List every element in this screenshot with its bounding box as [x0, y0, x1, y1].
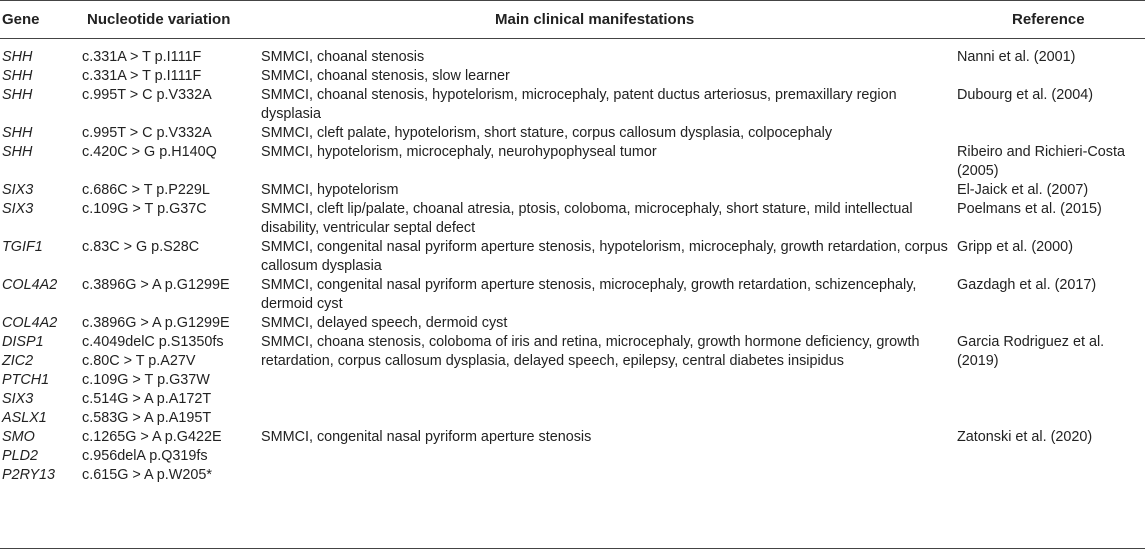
gene-cell: SHH	[2, 144, 33, 160]
gene-cell: SHH	[2, 87, 33, 103]
reference-cell: Gazdagh et al. (2017)	[957, 277, 1097, 293]
table-row	[0, 276, 1145, 314]
gene-cell: SIX3	[2, 391, 34, 407]
reference-cell: Garcia Rodriguez et al. (2019)	[957, 334, 1105, 369]
gene-cell: SIX3	[2, 201, 34, 217]
manifestations-cell: SMMCI, congenital nasal pyriform aperture stenosis	[261, 429, 592, 445]
manifestations-cell: SMMCI, cleft lip/palate, choanal atresia, ptosis, coloboma, microcephaly, short stature, mild intellectual disability, ventricular septal defect	[261, 201, 913, 236]
bottom-rule	[0, 548, 1145, 549]
manifestations-cell: SMMCI, choanal stenosis	[261, 49, 425, 65]
reference-cell: Zatonski et al. (2020)	[957, 429, 1093, 445]
table-row	[0, 86, 1145, 124]
header-rule	[0, 38, 1145, 39]
table-row	[0, 466, 1145, 485]
nucleotide-cell: c.331A > T p.I111F	[82, 49, 202, 65]
nucleotide-cell: c.3896G > A p.G1299E	[82, 277, 230, 293]
table-body	[0, 48, 1145, 485]
nucleotide-cell: c.3896G > A p.G1299E	[82, 315, 230, 331]
gene-cell: ZIC2	[2, 353, 34, 369]
gene-cell: SHH	[2, 68, 33, 84]
manifestations-cell: SMMCI, congenital nasal pyriform aperture stenosis, hypotelorism, microcephaly, growth retardation, corpus callosum dysplasia	[261, 239, 948, 274]
table-row	[0, 352, 1145, 371]
reference-cell: Dubourg et al. (2004)	[957, 87, 1093, 103]
table-row	[0, 181, 1145, 200]
manifestations-cell: SMMCI, choana stenosis, coloboma of iris and retina, microcephaly, growth hormone deficiency, growth retardation, corpus callosum dysplasia, delayed speech, epilepsy, central diabetes insipidus	[261, 334, 920, 369]
nucleotide-cell: c.686C > T p.P229L	[82, 182, 210, 198]
nucleotide-cell: c.514G > A p.A172T	[82, 391, 212, 407]
nucleotide-cell: c.956delA p.Q319fs	[82, 448, 208, 464]
manifestations-cell: SMMCI, choanal stenosis, slow learner	[261, 68, 510, 84]
manifestations-cell: SMMCI, choanal stenosis, hypotelorism, microcephaly, patent ductus arteriosus, premaxillary region dysplasia	[261, 87, 897, 122]
reference-cell: Gripp et al. (2000)	[957, 239, 1073, 255]
nucleotide-cell: c.420C > G p.H140Q	[82, 144, 217, 160]
table-row	[0, 428, 1145, 447]
manifestations-cell: SMMCI, cleft palate, hypotelorism, short stature, corpus callosum dysplasia, colpocephaly	[261, 125, 833, 141]
gene-cell: COL4A2	[2, 277, 58, 293]
table-row	[0, 390, 1145, 409]
table-row	[0, 371, 1145, 390]
header-gene: Gene	[2, 11, 40, 28]
table-row	[0, 314, 1145, 333]
nucleotide-cell: c.583G > A p.A195T	[82, 410, 212, 426]
gene-cell: TGIF1	[2, 239, 43, 255]
table-row	[0, 447, 1145, 466]
nucleotide-cell: c.995T > C p.V332A	[82, 87, 212, 103]
manifestations-cell: SMMCI, congenital nasal pyriform aperture stenosis, microcephaly, growth retardation, schizencephaly, dermoid cyst	[261, 277, 917, 312]
reference-cell: Poelmans et al. (2015)	[957, 201, 1102, 217]
gene-cell: SHH	[2, 125, 33, 141]
nucleotide-cell: c.80C > T p.A27V	[82, 353, 196, 369]
manifestations-cell: SMMCI, hypotelorism, microcephaly, neurohypophyseal tumor	[261, 144, 657, 160]
nucleotide-cell: c.4049delC p.S1350fs	[82, 334, 224, 350]
gene-cell: SHH	[2, 49, 33, 65]
gene-cell: SMO	[2, 429, 35, 445]
table-row	[0, 238, 1145, 276]
gene-cell: SIX3	[2, 182, 34, 198]
header-nucleotide: Nucleotide variation	[87, 11, 231, 28]
nucleotide-cell: c.331A > T p.I111F	[82, 68, 202, 84]
header-reference: Reference	[1012, 11, 1085, 28]
gene-cell: COL4A2	[2, 315, 58, 331]
nucleotide-cell: c.615G > A p.W205*	[82, 467, 212, 483]
gene-cell: P2RY13	[2, 467, 56, 483]
nucleotide-cell: c.1265G > A p.G422E	[82, 429, 222, 445]
header-manifestations: Main clinical manifestations	[495, 11, 695, 28]
manifestations-cell: SMMCI, hypotelorism	[261, 182, 399, 198]
nucleotide-cell: c.109G > T p.G37C	[82, 201, 207, 217]
nucleotide-cell: c.83C > G p.S28C	[82, 239, 200, 255]
gene-cell: PLD2	[2, 448, 38, 464]
reference-cell: Nanni et al. (2001)	[957, 49, 1076, 65]
table-row	[0, 124, 1145, 143]
table-row	[0, 409, 1145, 428]
gene-cell: PTCH1	[2, 372, 50, 388]
gene-cell: ASLX1	[2, 410, 47, 426]
reference-cell: Ribeiro and Richieri-Costa (2005)	[957, 144, 1125, 179]
gene-cell: DISP1	[2, 334, 44, 350]
nucleotide-cell: c.109G > T p.G37W	[82, 372, 210, 388]
nucleotide-cell: c.995T > C p.V332A	[82, 125, 212, 141]
table-row	[0, 200, 1145, 238]
reference-cell: El-Jaick et al. (2007)	[957, 182, 1089, 198]
manifestations-cell: SMMCI, delayed speech, dermoid cyst	[261, 315, 508, 331]
table-row	[0, 48, 1145, 67]
top-rule	[0, 0, 1145, 1]
table-row	[0, 143, 1145, 181]
table-row	[0, 67, 1145, 86]
